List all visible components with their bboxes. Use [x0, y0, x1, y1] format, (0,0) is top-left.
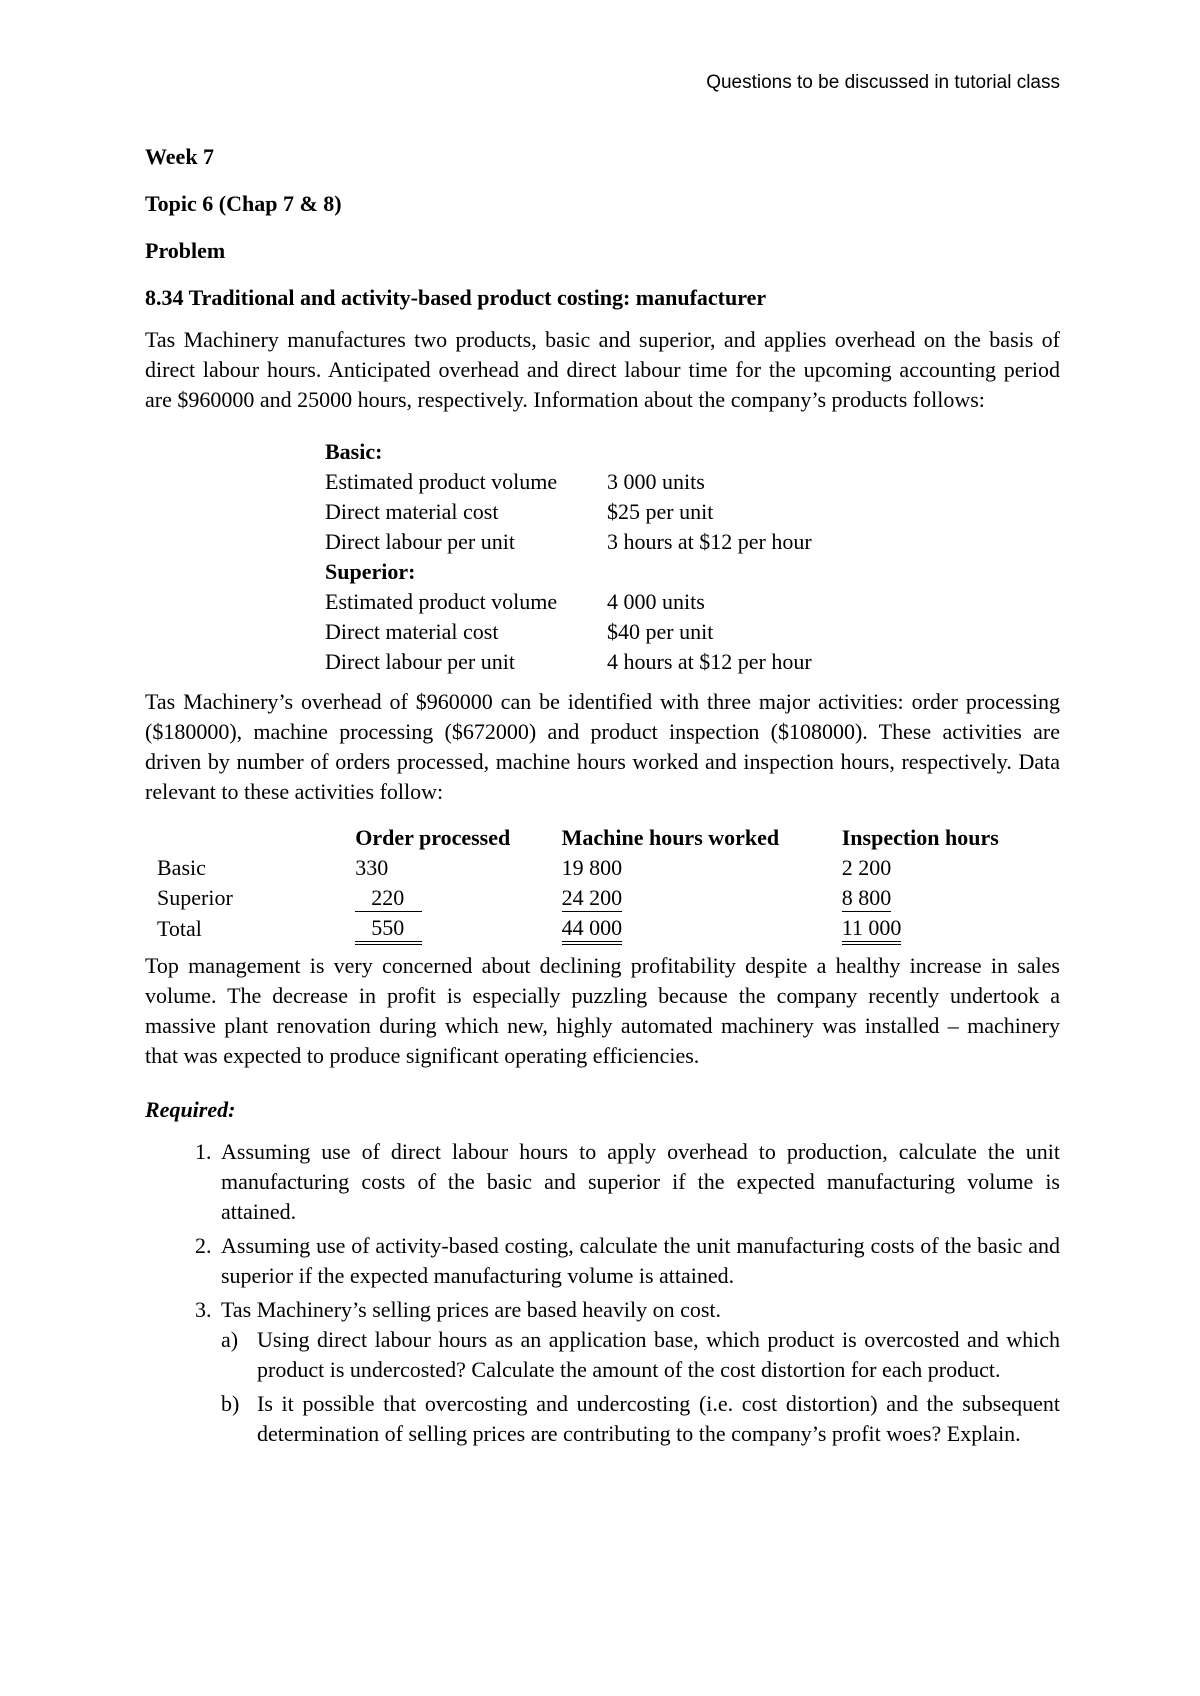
required-list: [145, 1137, 1060, 1449]
basic-material-row: Direct material cost $25 per unit: [325, 499, 714, 524]
problem-heading: Problem: [145, 238, 226, 263]
superior-material-row: Direct material cost $40 per unit: [325, 619, 714, 644]
sub-list-item: a) Using direct labour hours as an application base, which product is overcosted and which product is undercosted? Calculate the amount of the cost distortion for each product.: [221, 1327, 1060, 1382]
basic-label: Basic:: [325, 439, 383, 464]
required-label: Required:: [145, 1097, 236, 1122]
problem-title: 8.34 Traditional and activity-based product costing: manufacturer: [145, 285, 767, 310]
table-row: Basic 330 19 800 2 200: [157, 855, 892, 880]
sub-list: [221, 1325, 1060, 1449]
overhead-paragraph: Tas Machinery’s overhead of $960000 can be identified with three major activities: order processing ($180000), machine processing ($672000) and product inspection ($108000). These activities are driven by number of orders processed, machine hours worked and inspection hours, respectively. Data relevant to these activities follow:: [145, 689, 1060, 804]
sub-list-item: b) Is it possible that overcosting and undercosting (i.e. cost distortion) and the subsequent determination of selling prices are contributing to the company’s profit woes? Explain.: [221, 1391, 1060, 1446]
concern-paragraph: Top management is very concerned about declining profitability despite a healthy increase in sales volume. The decrease in profit is especially puzzling because the company recently undertook a massive plant renovation during which new, highly automated machinery was installed – machinery that was expected to produce significant operating efficiencies.: [145, 953, 1060, 1068]
activity-table-header: [145, 823, 1060, 853]
list-item: 1. Assuming use of direct labour hours to apply overhead to production, calculate the unit manufacturing costs of the basic and superior if the expected manufacturing volume is attained.: [217, 1137, 1060, 1227]
superior-label: Superior:: [325, 559, 416, 584]
list-item: 3. Tas Machinery’s selling prices are based heavily on cost. a) Using direct labour hours as an application base, which product is overcosted and which product is undercosted? Calculate the amount of the cost distortion for each product. b) Is it possible that overcosting and undercosting (i.e. cost distortion) and the subsequent determination of selling prices are contributing to the company’s profit woes? Explain.: [217, 1295, 1060, 1449]
superior-labour-row: Direct labour per unit 4 hours at $12 per hour: [325, 649, 812, 674]
superior-volume-row: Estimated product volume 4 000 units: [325, 589, 705, 614]
list-item: 2. Assuming use of activity-based costing, calculate the unit manufacturing costs of the basic and superior if the expected manufacturing volume is attained.: [217, 1231, 1060, 1291]
document-body: [145, 142, 1060, 1453]
intro-paragraph: Tas Machinery manufactures two products, basic and superior, and applies overhead on the basis of direct labour hours. Anticipated overhead and direct labour time for the upcoming accounting period are $960000 and 25000 hours, respectively. Information about the company’s products follows:: [145, 327, 1060, 412]
product-info-table: [325, 437, 812, 677]
topic-heading: Topic 6 (Chap 7 & 8): [145, 191, 342, 216]
column-header: Order processed: [355, 825, 511, 850]
column-header: Machine hours worked: [561, 825, 780, 850]
basic-labour-row: Direct labour per unit 3 hours at $12 per hour: [325, 529, 812, 554]
basic-volume-row: Estimated product volume 3 000 units: [325, 469, 705, 494]
page-header-note: Questions to be discussed in tutorial class: [706, 72, 1060, 93]
column-header: Inspection hours: [841, 825, 999, 850]
week-heading: Week 7: [145, 144, 215, 169]
table-row-total: Total 550 44 000 11 000: [145, 913, 1060, 945]
activity-table: [145, 823, 1060, 945]
table-row: Superior 220 24 200 8 800: [157, 885, 892, 910]
